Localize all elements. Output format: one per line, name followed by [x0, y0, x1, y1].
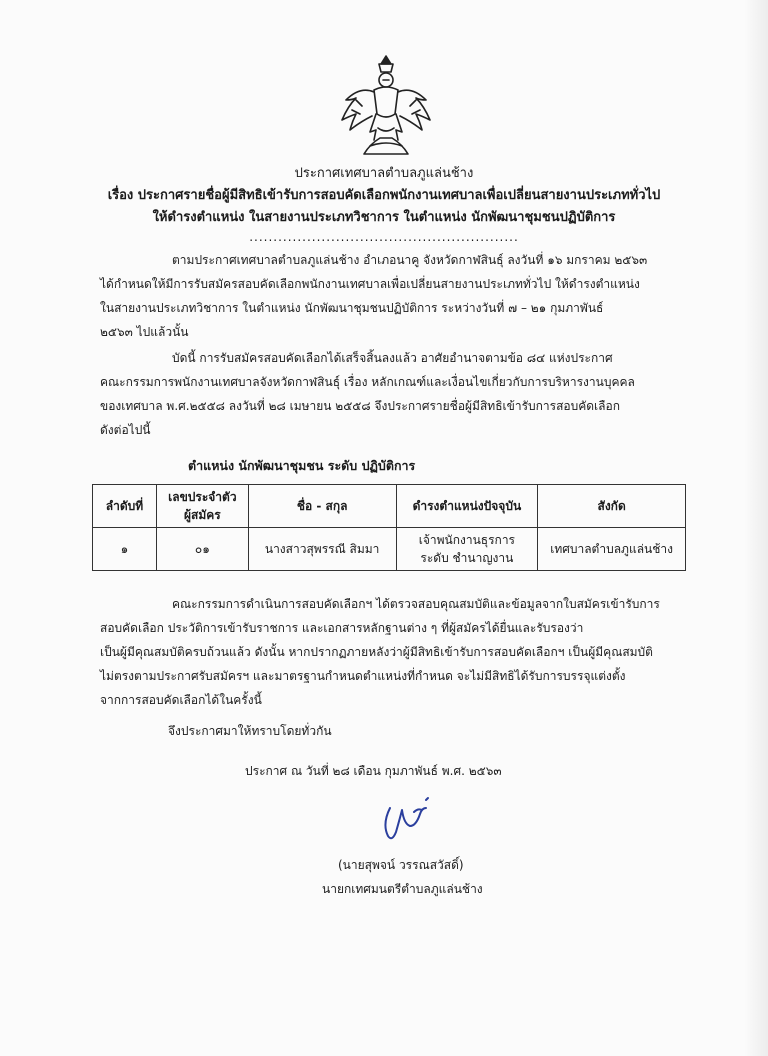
paragraph-announcement: [100, 346, 635, 442]
paragraph-line: ของเทศบาล พ.ศ.๒๕๕๘ ลงวันที่ ๒๘ เมษายน ๒๕๕๘ จึงประกาศรายชื่อผู้มีสิทธิเข้ารับการสอบคัดเลือก: [100, 399, 620, 413]
paragraph-line: คณะกรรมการดำเนินการสอบคัดเลือกฯ ได้ตรวจสอบคุณสมบัติและข้อมูลจากใบสมัครเข้ารับการ: [172, 597, 660, 611]
column-header-name: ชื่อ - สกุล: [248, 485, 396, 528]
paragraph-line: บัดนี้ การรับสมัครสอบคัดเลือกได้เสร็จสิ้นลงแล้ว อาศัยอำนาจตามข้อ ๘๔ แห่งประกาศ: [172, 351, 613, 365]
cell-position-line2: ระดับ ชำนาญงาน: [420, 551, 514, 565]
table-row: [93, 528, 686, 571]
paragraph-line: ดังต่อไปนี้: [100, 423, 151, 437]
notice-line: จึงประกาศมาให้ทราบโดยทั่วกัน: [168, 724, 332, 738]
paragraph-line: เป็นผู้มีคุณสมบัติครบถ้วนแล้ว ดังนั้น หากปรากฏภายหลังว่าผู้มีสิทธิเข้ารับการสอบคัดเลือกฯ เป็นผู้มีคุณสมบัติ: [100, 645, 653, 659]
column-header-order: ลำดับที่: [93, 485, 157, 528]
paragraph-line: ตามประกาศเทศบาลตำบลภูแล่นช้าง อำเภอนาคู จังหวัดกาฬสินธุ์ ลงวันที่ ๑๖ มกราคม ๒๕๖๓: [172, 253, 648, 267]
cell-position-line1: เจ้าพนักงานธุรการ: [418, 533, 516, 547]
paragraph-reference: [100, 248, 647, 344]
paragraph-line: สอบคัดเลือก ประวัติการเข้ารับราชการ และเอกสารหลักฐานต่าง ๆ ที่ผู้สมัครได้ยื่นและรับรองว่า: [100, 621, 584, 635]
signer-name: (นายสุพจน์ วรรณสวัสดิ์): [338, 858, 464, 872]
position-heading: ตำแหน่ง นักพัฒนาชุมชน ระดับ ปฏิบัติการ: [188, 458, 416, 473]
announcement-date: ประกาศ ณ วันที่ ๒๘ เดือน กุมภาพันธ์ พ.ศ. ๒๕๖๓: [245, 764, 502, 778]
column-header-id: [156, 485, 248, 528]
header-title: ประกาศเทศบาลตำบลภูแล่นช้าง: [294, 166, 474, 181]
column-header-id-line2: ผู้สมัคร: [183, 508, 221, 522]
paragraph-line: คณะกรรมการพนักงานเทศบาลจังหวัดกาฬสินธุ์ เรื่อง หลักเกณฑ์และเงื่อนไขเกี่ยวกับการบริหารงานบุคคล: [100, 375, 635, 389]
column-header-id-line1: เลขประจำตัว: [168, 490, 237, 504]
signature-icon: [368, 790, 448, 850]
paper-edge-shadow: [744, 0, 768, 1056]
paragraph-line: ในสายงานประเภทวิชาการ ในตำแหน่ง นักพัฒนาชุมชนปฏิบัติการ ระหว่างวันที่ ๗ – ๒๑ กุมภาพันธ์: [100, 301, 604, 315]
paragraph-committee: [100, 592, 660, 712]
paragraph-line: จากการสอบคัดเลือกได้ในครั้งนี้: [100, 693, 262, 707]
cell-id: ๐๑: [156, 528, 248, 571]
column-header-current-position: ดำรงตำแหน่งปัจจุบัน: [396, 485, 538, 528]
column-header-affiliation: สังกัด: [538, 485, 686, 528]
header-subject-cont: ให้ดำรงตำแหน่ง ในสายงานประเภทวิชาการ ในตำแหน่ง นักพัฒนาชุมชนปฏิบัติการ: [152, 210, 616, 225]
header-divider: ........................................................: [249, 230, 519, 244]
header-subject: เรื่อง ประกาศรายชื่อผู้มีสิทธิเข้ารับการสอบคัดเลือกพนักงานเทศบาลเพื่อเปลี่ยนสายงานประเภททั่วไป: [107, 188, 661, 203]
garuda-emblem-icon: [334, 50, 438, 160]
paragraph-line: ๒๕๖๓ ไปแล้วนั้น: [100, 325, 189, 339]
cell-current-position: [396, 528, 538, 571]
cell-order: ๑: [93, 528, 157, 571]
signer-title: นายกเทศมนตรีตำบลภูแล่นช้าง: [322, 882, 483, 896]
paragraph-line: ไม่ตรงตามประกาศรับสมัครฯ และมาตรฐานกำหนดตำแหน่งที่กำหนด จะไม่มีสิทธิได้รับการบรรจุแต่งตั้ง: [100, 669, 626, 683]
candidate-table: [92, 484, 686, 571]
cell-name: นางสาวสุพรรณี สิมมา: [248, 528, 396, 571]
table-header-row: [93, 485, 686, 528]
paragraph-line: ได้กำหนดให้มีการรับสมัครสอบคัดเลือกพนักงานเทศบาลเพื่อเปลี่ยนสายงานประเภททั่วไป ให้ดำรงตำแหน่ง: [100, 277, 640, 291]
cell-affiliation: เทศบาลตำบลภูแล่นช้าง: [538, 528, 686, 571]
